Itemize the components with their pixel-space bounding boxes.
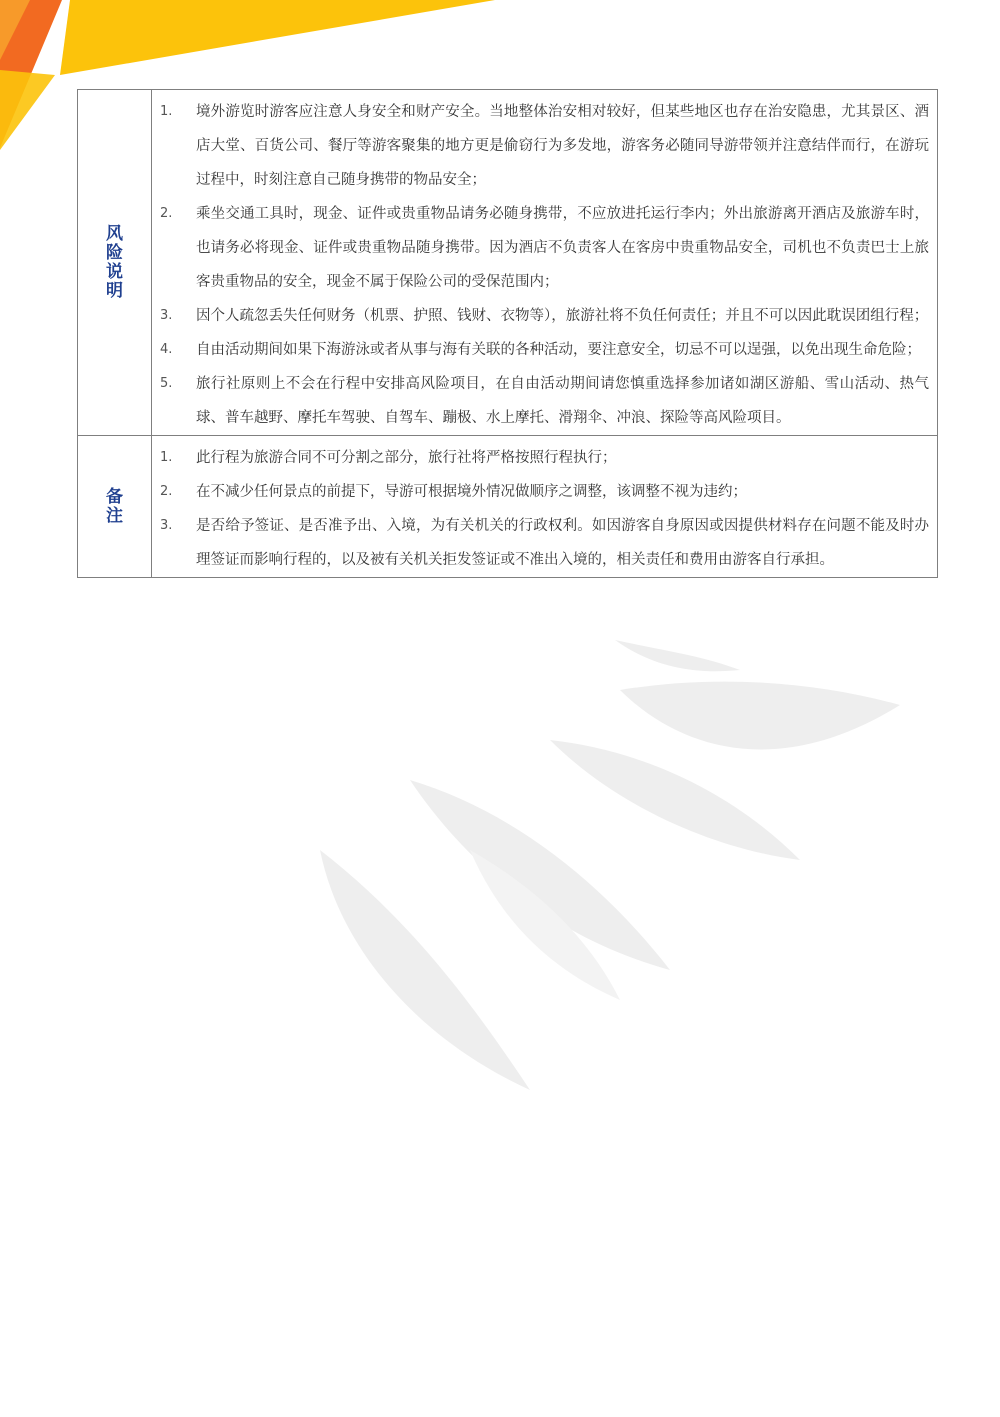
list-item: [152, 299, 929, 333]
list-item: [152, 475, 929, 509]
notes-section-title: 备注: [106, 486, 123, 526]
item-text: 是否给予签证、是否准予出、入境，为有关机关的行政权利。如因游客自身原因或因提供材料存在问题不能及时办理签证而影响行程的，以及被有关机关拒发签证或不准出入境的，相关责任和费用由游客自行承担。: [196, 518, 929, 568]
risk-section-row: [78, 90, 938, 436]
notes-section-title-cell: [78, 436, 152, 578]
item-number: 2.: [160, 206, 173, 221]
notes-section-body: [152, 436, 938, 578]
leaf-watermark-logo: [300, 620, 920, 1120]
item-text: 因个人疏忽丢失任何财务（机票、护照、钱财、衣物等），旅游社将不负任何责任；并且不可以因此耽误团组行程；: [196, 308, 929, 324]
item-text: 自由活动期间如果下海游泳或者从事与海有关联的各种活动，要注意安全，切忌不可以逞强，以免出现生命危险；: [196, 342, 921, 358]
list-item: [152, 441, 929, 475]
list-item: [152, 367, 929, 435]
list-item: [152, 509, 929, 577]
item-number: 3.: [160, 308, 173, 323]
list-item: [152, 95, 929, 197]
item-number: 1.: [160, 104, 173, 119]
risk-section-body: [152, 90, 938, 436]
item-number: 1.: [160, 450, 173, 465]
item-text: 旅行社原则上不会在行程中安排高风险项目，在自由活动期间请您慎重选择参加诸如湖区游船、雪山活动、热气球、普车越野、摩托车驾驶、自驾车、蹦极、水上摩托、滑翔伞、冲浪、探险等高风险项目。: [196, 376, 929, 426]
list-item: [152, 197, 929, 299]
item-text: 境外游览时游客应注意人身安全和财产安全。当地整体治安相对较好，但某些地区也存在治安隐患，尤其景区、酒店大堂、百货公司、餐厅等游客聚集的地方更是偷窃行为多发地，游客务必随同导游带领并注意结伴而行，在游玩过程中，时刻注意自己随身携带的物品安全；: [196, 104, 929, 188]
item-number: 4.: [160, 342, 173, 357]
item-number: 2.: [160, 484, 173, 499]
item-text: 乘坐交通工具时，现金、证件或贵重物品请务必随身携带，不应放进托运行李内；外出旅游离开酒店及旅游车时，也请务必将现金、证件或贵重物品随身携带。因为酒店不负责客人在客房中贵重物品安全，司机也不负责巴士上旅客贵重物品的安全，现金不属于保险公司的受保范围内；: [196, 206, 929, 290]
risk-section-title: 风险说明: [106, 223, 123, 301]
item-text: 在不减少任何景点的前提下，导游可根据境外情况做顺序之调整，该调整不视为违约；: [196, 484, 747, 500]
list-item: [152, 333, 929, 367]
item-text: 此行程为旅游合同不可分割之部分，旅行社将严格按照行程执行；: [196, 450, 617, 466]
notes-section-row: [78, 436, 938, 578]
item-number: 5.: [160, 376, 173, 391]
info-table: [77, 89, 938, 578]
risk-section-title-cell: [78, 90, 152, 436]
item-number: 3.: [160, 518, 173, 533]
